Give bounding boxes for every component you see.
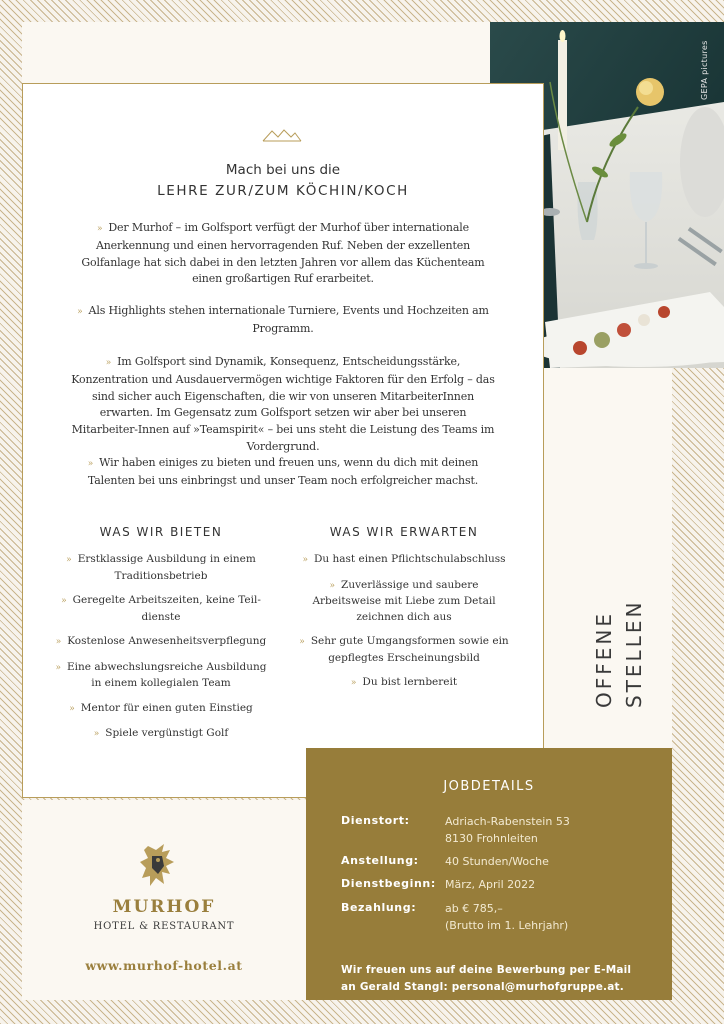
paragraph-text: Wir haben einiges zu bieten und freuen uns, wenn du dich mit deinen Talenten bei uns einbringst und unser Team noch erfolgreicher machst. — [87, 456, 479, 487]
offer-heading: WAS WIR BIETEN — [99, 525, 223, 539]
list-item-text: Du bist lernbereit — [362, 676, 458, 688]
bullet-icon: » — [302, 555, 308, 565]
list-item-text: Eine abwechslungsreiche Ausbildung in einem kollegialen Team — [67, 660, 267, 689]
list-item — [50, 634, 272, 651]
list-item — [298, 578, 510, 626]
open-positions-label — [586, 588, 656, 708]
photo-credit: GEPA pictures — [700, 40, 709, 100]
list-item — [50, 552, 272, 584]
bullet-icon: » — [93, 729, 100, 739]
bullet-icon: » — [97, 224, 103, 234]
paragraph-text: Im Golfsport sind Dynamik, Konsequenz, Entscheidungsstärke, Konzentration und Ausdauervermögen wichtige Faktoren für den Erfolg – das sind sicher auch Eigenschaften, die wir von unseren MitarbeiterInnen erwarten. Im Gegensatz zum Golfsport setzen wir aber bei unseren Mitarbeiter-Innen auf »Teamspirit« – bei uns steht die Leistung des Teams im Vordergrund. — [71, 355, 495, 453]
application-note-line[interactable]: an Gerald Stangl: personal@murhofgruppe.at. — [341, 981, 624, 993]
list-item-text: Kostenlose Anwesenheitsverpflegung — [67, 635, 267, 647]
list-item-text: Zuverlässige und saubere Arbeitsweise mit Liebe zum Detail zeichnen dich aus — [312, 578, 496, 623]
jobdetail-value-line: 8130 Frohnleiten — [445, 832, 538, 845]
bullet-icon: » — [61, 596, 67, 606]
application-note — [341, 962, 651, 996]
list-item-text: Geregelte Arbeitszeiten, keine Teil-dienste — [72, 594, 261, 623]
jobdetail-value-line: Adriach-Rabenstein 53 — [445, 815, 570, 828]
jobdetail-label: Dienstbeginn: — [341, 877, 436, 890]
bullet-icon: » — [69, 703, 75, 714]
paragraph-golfsport — [70, 354, 496, 456]
list-item — [298, 552, 510, 569]
lion-crest-icon — [134, 840, 184, 890]
jobdetail-value — [445, 853, 549, 870]
jobdetails-box — [306, 748, 672, 1000]
jobdetail-label: Bezahlung: — [341, 901, 417, 914]
top-cream-band — [22, 22, 490, 83]
list-item-text: Sehr gute Umgangsformen sowie ein gepflegtes Erscheinungsbild — [310, 635, 509, 664]
paragraph-text: Als Highlights stehen internationale Turniere, Events und Hochzeiten am Programm. — [88, 304, 489, 335]
jobdetail-value-line: März, April 2022 — [445, 878, 536, 891]
list-item-text: Spiele vergünstigt Golf — [105, 727, 229, 739]
open-positions-line1: OFFENE — [592, 611, 616, 708]
expect-heading: WAS WIR ERWARTEN — [329, 525, 479, 539]
bullet-icon: » — [350, 678, 357, 688]
jobdetail-value — [445, 813, 570, 847]
jobdetail-value — [445, 900, 568, 934]
bullet-icon: » — [66, 555, 72, 565]
bullet-icon: » — [55, 662, 62, 673]
list-item — [50, 660, 272, 692]
expect-list — [298, 552, 510, 701]
list-item-text: Du hast einen Pflichtschulabschluss — [314, 553, 506, 565]
bullet-icon: » — [329, 580, 336, 591]
paragraph-intro — [70, 220, 496, 288]
open-positions-line2: STELLEN — [622, 599, 646, 708]
bullet-icon: » — [77, 307, 83, 317]
brand-name: MURHOF — [112, 897, 216, 917]
jobdetail-value-line: (Brutto im 1. Lehrjahr) — [445, 919, 569, 932]
list-item — [50, 593, 272, 625]
mountain-logo-icon — [262, 128, 302, 142]
headline-title: LEHRE ZUR/ZUM KÖCHIN/KOCH — [157, 183, 409, 199]
bullet-icon: » — [55, 637, 62, 647]
paragraph-text: Der Murhof – im Golfsport verfügt der Murhof über internationale Anerkennung und einen hervorragenden Ruf. Neben der exzellenten Golfanlage hat sich dabei in den letzten Jahren vor allem das Küchenteam einen großartigen Ruf erarbeitet. — [81, 221, 485, 286]
jobdetail-value — [445, 876, 535, 893]
website-link[interactable]: www.murhof-hotel.at — [85, 958, 243, 973]
bullet-icon: » — [105, 358, 112, 368]
offer-list — [50, 552, 272, 752]
bullet-icon: » — [87, 459, 94, 469]
jobdetail-value-line: ab € 785,– — [445, 902, 503, 915]
paragraph-talents — [70, 455, 496, 490]
headline-intro: Mach bei uns die — [225, 162, 341, 178]
jobdetail-label: Anstellung: — [341, 854, 419, 867]
jobdetail-label: Dienstort: — [341, 814, 410, 827]
paragraph-highlights — [70, 303, 496, 338]
bullet-icon: » — [299, 637, 305, 647]
jobdetail-value-line: 40 Stunden/Woche — [445, 855, 549, 868]
list-item-text: Erstklassige Ausbildung in einem Traditionsbetrieb — [77, 553, 256, 582]
brand-subtitle: HOTEL & RESTAURANT — [93, 921, 235, 932]
list-item — [298, 634, 510, 666]
list-item-text: Mentor für einen guten Einstieg — [80, 701, 253, 714]
list-item — [50, 726, 272, 743]
jobdetails-title: JOBDETAILS — [443, 779, 535, 794]
list-item — [50, 701, 272, 718]
application-note-line: Wir freuen uns auf deine Bewerbung per E-Mail — [341, 964, 632, 976]
list-item — [298, 675, 510, 692]
